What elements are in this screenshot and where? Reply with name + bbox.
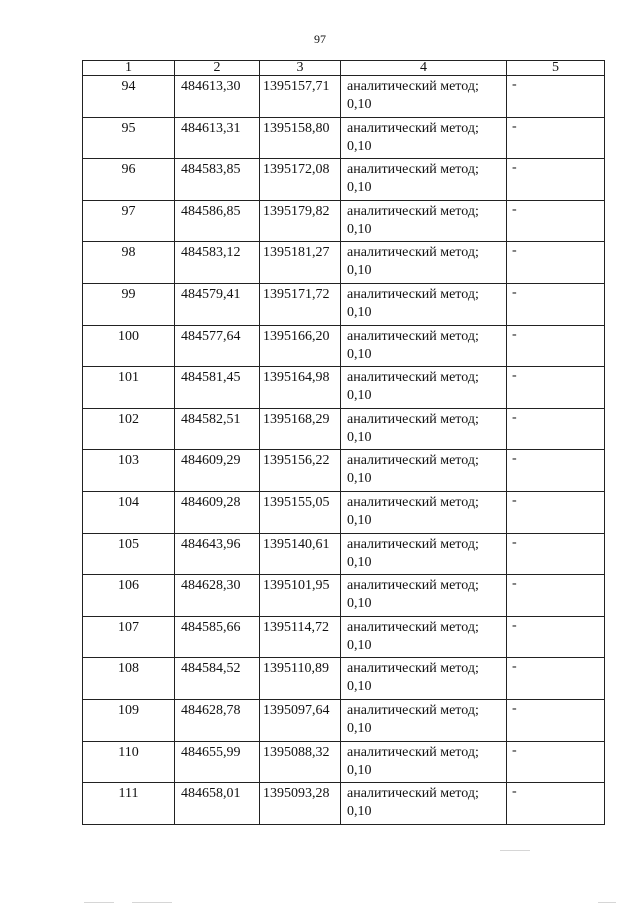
y-coordinate-cell: 1395110,89 bbox=[260, 658, 341, 700]
x-coordinate-cell: 484577,64 bbox=[175, 325, 260, 367]
point-number-cell: 101 bbox=[83, 367, 175, 409]
point-number-cell: 106 bbox=[83, 575, 175, 617]
method-cell bbox=[341, 783, 507, 825]
method-cell bbox=[341, 117, 507, 159]
accuracy-text: 0,10 bbox=[347, 304, 372, 320]
table-row bbox=[83, 200, 605, 242]
table-row bbox=[83, 783, 605, 825]
coordinates-table bbox=[82, 60, 605, 825]
method-cell bbox=[341, 283, 507, 325]
y-coordinate-cell: 1395088,32 bbox=[260, 741, 341, 783]
accuracy-text: 0,10 bbox=[347, 97, 372, 112]
method-text: аналитический метод; bbox=[347, 702, 479, 718]
point-number-cell: 111 bbox=[83, 783, 175, 825]
table-row bbox=[83, 159, 605, 201]
x-coordinate-cell: 484581,45 bbox=[175, 367, 260, 409]
method-text: аналитический метод; bbox=[347, 619, 479, 635]
note-cell: - bbox=[507, 699, 605, 741]
note-cell: - bbox=[507, 491, 605, 533]
accuracy-text: 0,10 bbox=[347, 596, 372, 612]
method-cell bbox=[341, 575, 507, 617]
method-text: аналитический метод; bbox=[347, 286, 479, 302]
scan-artifact bbox=[598, 902, 616, 903]
table-row bbox=[83, 283, 605, 325]
method-cell bbox=[341, 450, 507, 492]
point-number-cell: 98 bbox=[83, 242, 175, 284]
method-cell bbox=[341, 325, 507, 367]
y-coordinate-cell: 1395156,22 bbox=[260, 450, 341, 492]
table-row bbox=[83, 491, 605, 533]
accuracy-text: 0,10 bbox=[347, 429, 372, 445]
table-header-row bbox=[83, 61, 605, 76]
y-coordinate-cell: 1395155,05 bbox=[260, 491, 341, 533]
point-number-cell: 109 bbox=[83, 699, 175, 741]
x-coordinate-cell: 484628,78 bbox=[175, 699, 260, 741]
point-number-cell: 108 bbox=[83, 658, 175, 700]
table-row bbox=[83, 408, 605, 450]
y-coordinate-cell: 1395168,29 bbox=[260, 408, 341, 450]
method-text: аналитический метод; bbox=[347, 453, 479, 469]
column-header: 2 bbox=[175, 61, 260, 76]
accuracy-text: 0,10 bbox=[347, 720, 372, 736]
method-cell bbox=[341, 741, 507, 783]
y-coordinate-cell: 1395140,61 bbox=[260, 533, 341, 575]
accuracy-text: 0,10 bbox=[347, 138, 372, 154]
method-text: аналитический метод; bbox=[347, 245, 479, 261]
scan-artifact bbox=[132, 902, 172, 903]
x-coordinate-cell: 484655,99 bbox=[175, 741, 260, 783]
accuracy-text: 0,10 bbox=[347, 471, 372, 487]
method-cell bbox=[341, 616, 507, 658]
method-cell bbox=[341, 159, 507, 201]
table-row bbox=[83, 325, 605, 367]
x-coordinate-cell: 484609,29 bbox=[175, 450, 260, 492]
method-text: аналитический метод; bbox=[347, 203, 479, 219]
y-coordinate-cell: 1395171,72 bbox=[260, 283, 341, 325]
method-text: аналитический метод; bbox=[347, 744, 479, 760]
method-cell bbox=[341, 242, 507, 284]
note-cell: - bbox=[507, 408, 605, 450]
x-coordinate-cell: 484609,28 bbox=[175, 491, 260, 533]
y-coordinate-cell: 1395166,20 bbox=[260, 325, 341, 367]
table-row bbox=[83, 533, 605, 575]
point-number-cell: 94 bbox=[83, 76, 175, 118]
method-text: аналитический метод; bbox=[347, 120, 479, 136]
table-row bbox=[83, 450, 605, 492]
accuracy-text: 0,10 bbox=[347, 346, 372, 362]
column-header: 1 bbox=[83, 61, 175, 76]
x-coordinate-cell: 484582,51 bbox=[175, 408, 260, 450]
accuracy-text: 0,10 bbox=[347, 221, 372, 237]
table-row bbox=[83, 616, 605, 658]
point-number-cell: 96 bbox=[83, 159, 175, 201]
y-coordinate-cell: 1395101,95 bbox=[260, 575, 341, 617]
note-cell: - bbox=[507, 283, 605, 325]
point-number-cell: 104 bbox=[83, 491, 175, 533]
point-number-cell: 102 bbox=[83, 408, 175, 450]
scan-artifact bbox=[500, 850, 530, 851]
accuracy-text: 0,10 bbox=[347, 637, 372, 653]
y-coordinate-cell: 1395158,80 bbox=[260, 117, 341, 159]
method-cell bbox=[341, 367, 507, 409]
note-cell: - bbox=[507, 76, 605, 118]
note-cell: - bbox=[507, 200, 605, 242]
method-cell bbox=[341, 200, 507, 242]
accuracy-text: 0,10 bbox=[347, 180, 372, 196]
note-cell: - bbox=[507, 741, 605, 783]
method-text: аналитический метод; bbox=[347, 536, 479, 552]
point-number-cell: 110 bbox=[83, 741, 175, 783]
y-coordinate-cell: 1395093,28 bbox=[260, 783, 341, 825]
accuracy-text: 0,10 bbox=[347, 804, 372, 820]
x-coordinate-cell: 484613,31 bbox=[175, 117, 260, 159]
x-coordinate-cell: 484583,12 bbox=[175, 242, 260, 284]
y-coordinate-cell: 1395179,82 bbox=[260, 200, 341, 242]
note-cell: - bbox=[507, 658, 605, 700]
note-cell: - bbox=[507, 575, 605, 617]
x-coordinate-cell: 484658,01 bbox=[175, 783, 260, 825]
table-row bbox=[83, 575, 605, 617]
table-row bbox=[83, 76, 605, 118]
table-row bbox=[83, 117, 605, 159]
method-text: аналитический метод; bbox=[347, 661, 479, 677]
method-cell bbox=[341, 491, 507, 533]
table-row bbox=[83, 242, 605, 284]
accuracy-text: 0,10 bbox=[347, 512, 372, 528]
table-row bbox=[83, 699, 605, 741]
method-text: аналитический метод; bbox=[347, 411, 479, 427]
accuracy-text: 0,10 bbox=[347, 554, 372, 570]
method-cell bbox=[341, 533, 507, 575]
method-text: аналитический метод; bbox=[347, 578, 479, 594]
note-cell: - bbox=[507, 450, 605, 492]
x-coordinate-cell: 484585,66 bbox=[175, 616, 260, 658]
y-coordinate-cell: 1395181,27 bbox=[260, 242, 341, 284]
column-header: 3 bbox=[260, 61, 341, 76]
method-text: аналитический метод; bbox=[347, 79, 479, 94]
note-cell: - bbox=[507, 616, 605, 658]
accuracy-text: 0,10 bbox=[347, 388, 372, 404]
method-cell bbox=[341, 408, 507, 450]
point-number-cell: 107 bbox=[83, 616, 175, 658]
table-row bbox=[83, 658, 605, 700]
y-coordinate-cell: 1395157,71 bbox=[260, 76, 341, 118]
point-number-cell: 103 bbox=[83, 450, 175, 492]
x-coordinate-cell: 484628,30 bbox=[175, 575, 260, 617]
note-cell: - bbox=[507, 783, 605, 825]
method-text: аналитический метод; bbox=[347, 370, 479, 386]
table-row bbox=[83, 367, 605, 409]
table-row bbox=[83, 741, 605, 783]
point-number-cell: 95 bbox=[83, 117, 175, 159]
method-text: аналитический метод; bbox=[347, 162, 479, 178]
note-cell: - bbox=[507, 242, 605, 284]
y-coordinate-cell: 1395114,72 bbox=[260, 616, 341, 658]
method-cell bbox=[341, 699, 507, 741]
note-cell: - bbox=[507, 367, 605, 409]
method-cell bbox=[341, 658, 507, 700]
accuracy-text: 0,10 bbox=[347, 679, 372, 695]
table-body bbox=[83, 76, 605, 825]
note-cell: - bbox=[507, 159, 605, 201]
method-text: аналитический метод; bbox=[347, 328, 479, 344]
accuracy-text: 0,10 bbox=[347, 263, 372, 279]
x-coordinate-cell: 484584,52 bbox=[175, 658, 260, 700]
note-cell: - bbox=[507, 117, 605, 159]
page-number: 97 bbox=[314, 32, 326, 46]
x-coordinate-cell: 484586,85 bbox=[175, 200, 260, 242]
accuracy-text: 0,10 bbox=[347, 762, 372, 778]
y-coordinate-cell: 1395172,08 bbox=[260, 159, 341, 201]
y-coordinate-cell: 1395097,64 bbox=[260, 699, 341, 741]
scan-artifact bbox=[84, 902, 114, 903]
y-coordinate-cell: 1395164,98 bbox=[260, 367, 341, 409]
x-coordinate-cell: 484613,30 bbox=[175, 76, 260, 118]
point-number-cell: 105 bbox=[83, 533, 175, 575]
x-coordinate-cell: 484579,41 bbox=[175, 283, 260, 325]
method-text: аналитический метод; bbox=[347, 494, 479, 510]
note-cell: - bbox=[507, 325, 605, 367]
method-cell bbox=[341, 76, 507, 118]
column-header: 5 bbox=[507, 61, 605, 76]
column-header: 4 bbox=[341, 61, 507, 76]
method-text: аналитический метод; bbox=[347, 786, 479, 802]
point-number-cell: 97 bbox=[83, 200, 175, 242]
x-coordinate-cell: 484643,96 bbox=[175, 533, 260, 575]
note-cell: - bbox=[507, 533, 605, 575]
point-number-cell: 99 bbox=[83, 283, 175, 325]
x-coordinate-cell: 484583,85 bbox=[175, 159, 260, 201]
point-number-cell: 100 bbox=[83, 325, 175, 367]
